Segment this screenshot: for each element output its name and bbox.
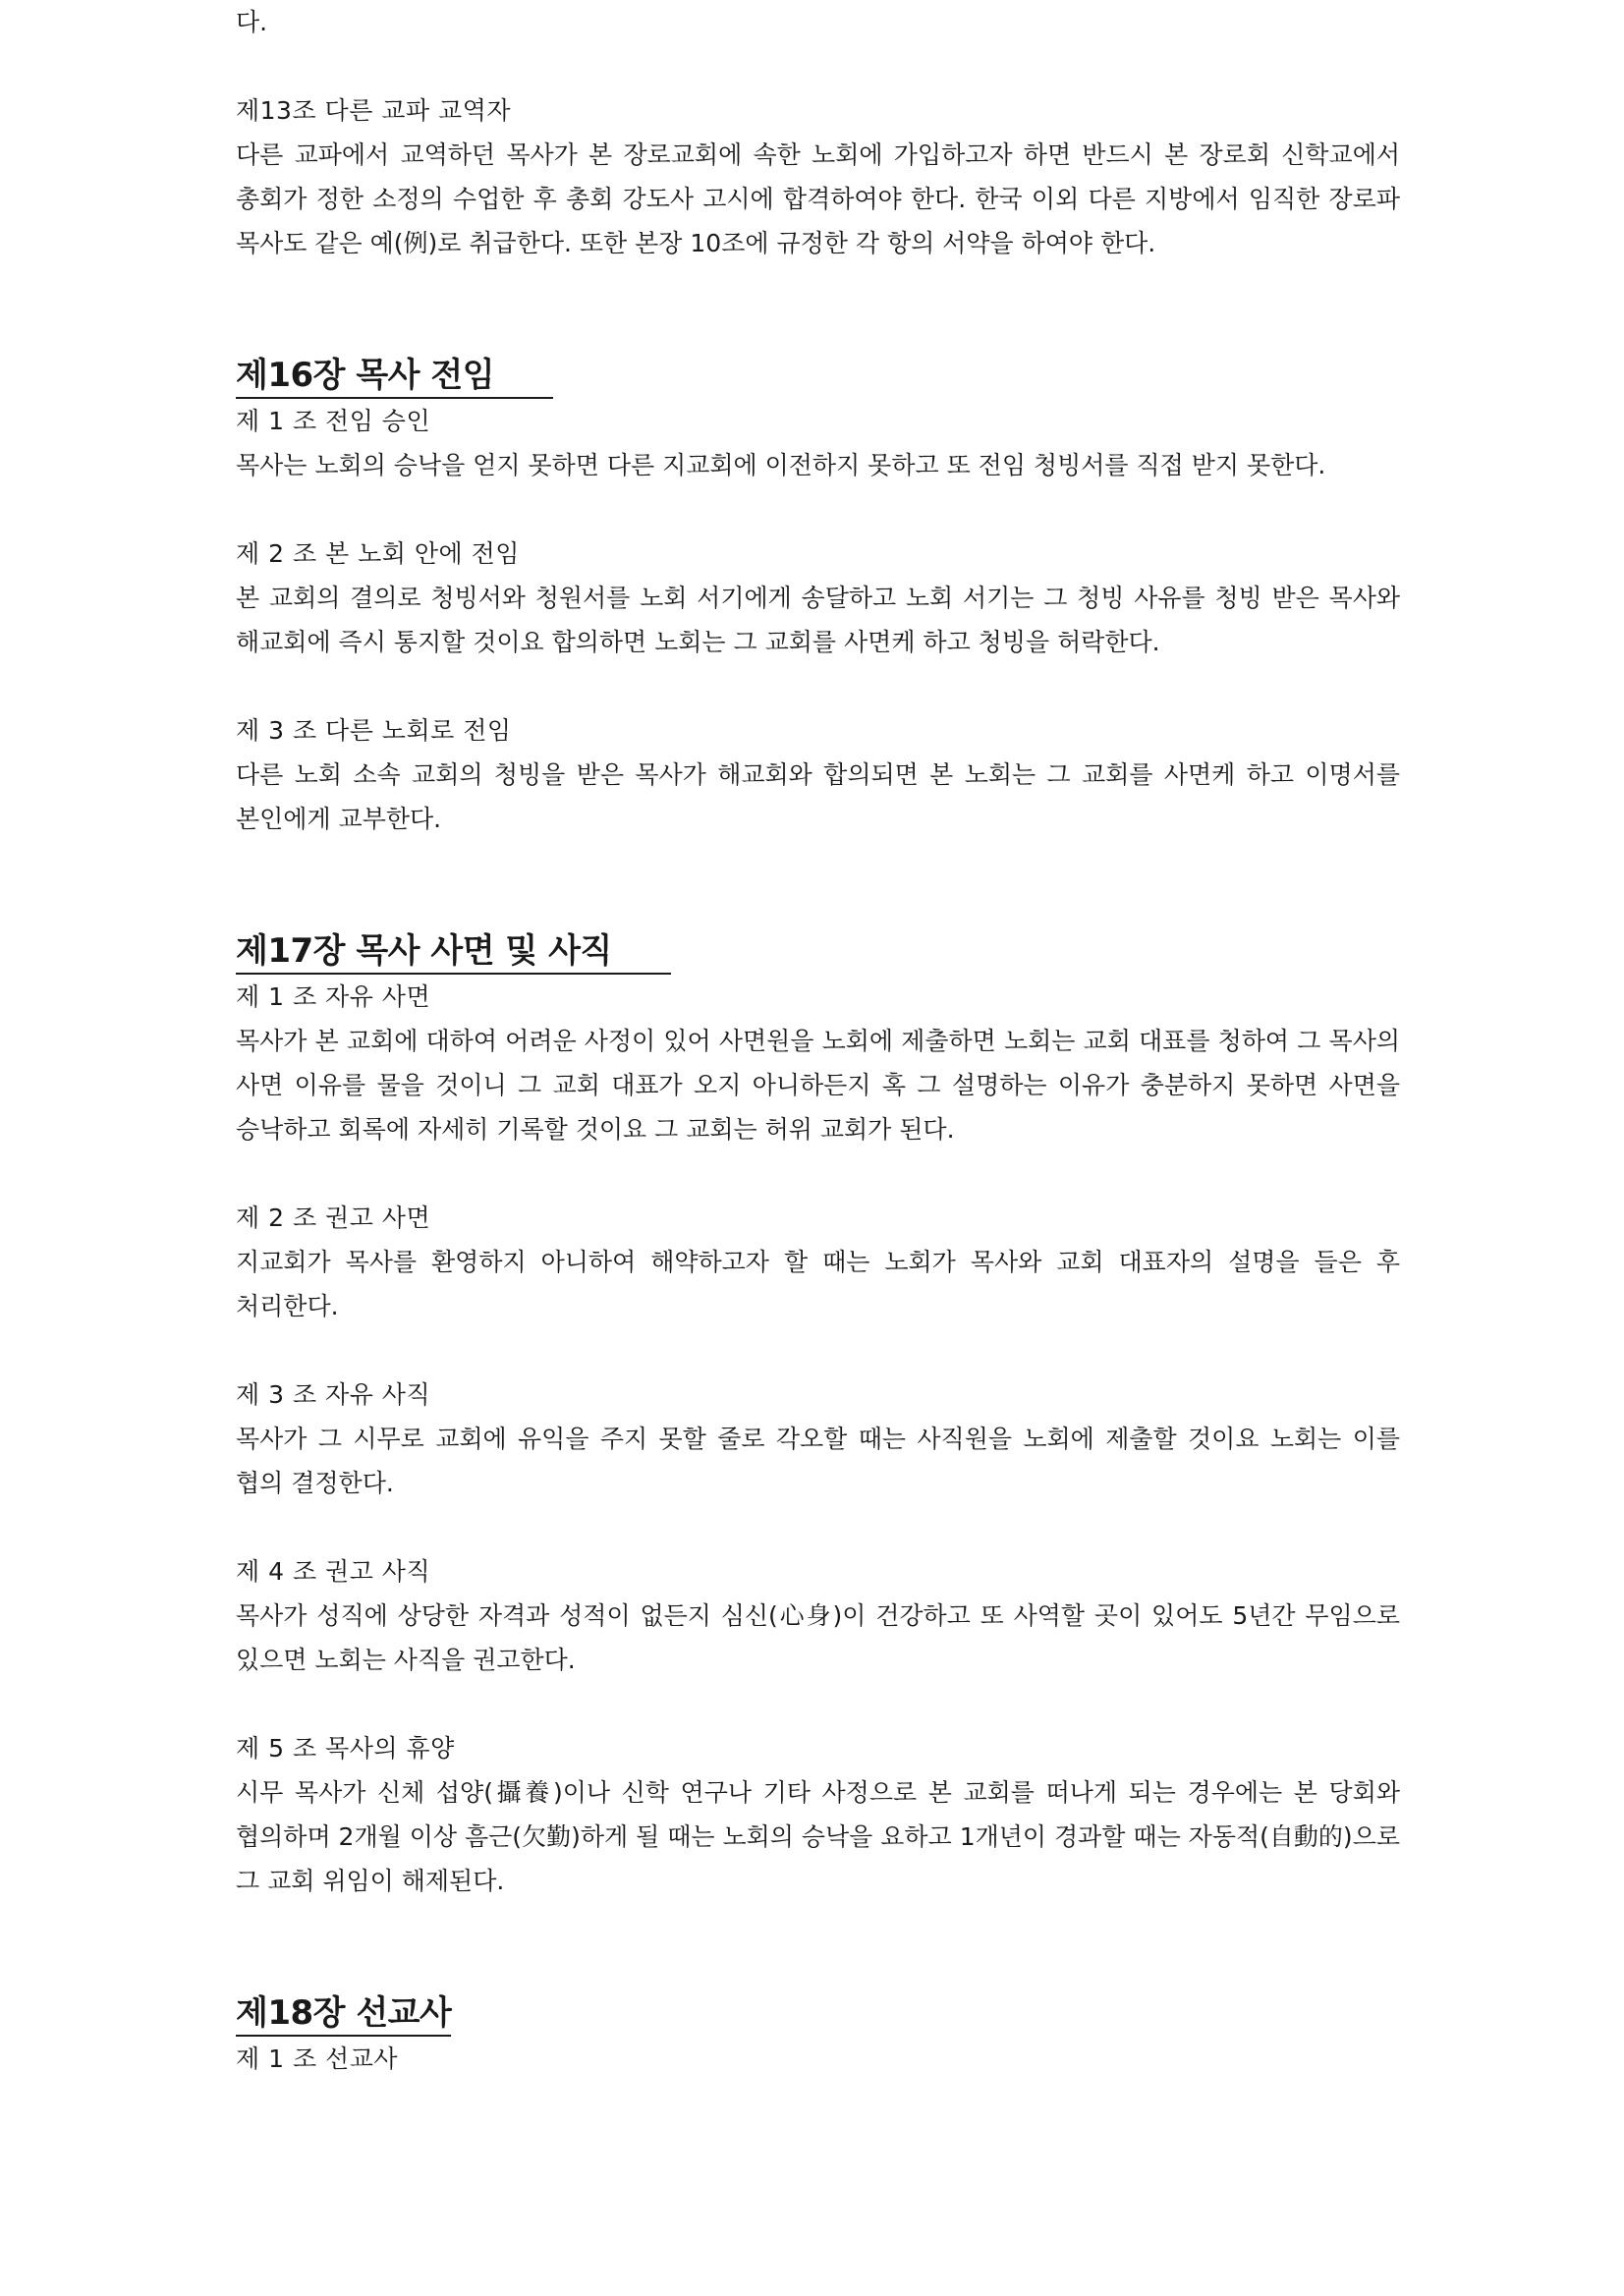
- chapter-16-article-1: [236, 399, 1400, 487]
- chapter-16-article-3: [236, 708, 1400, 841]
- article-title: 제 1 조 전임 승인: [236, 407, 431, 435]
- article-title: 제 4 조 권고 사직: [236, 1557, 431, 1586]
- article-text: 지교회가 목사를 환영하지 아니하여 해약하고자 할 때는 노회가 목사와 교회 대표자의 설명을 들은 후 처리한다.: [236, 1248, 1400, 1320]
- chapter-17-article-2: [236, 1196, 1400, 1328]
- chapter-16: [236, 354, 1400, 841]
- chapter-17-article-5: [236, 1726, 1400, 1903]
- chapter-17-article-1: [236, 975, 1400, 1151]
- continued-text: 다.: [236, 8, 268, 36]
- document-page: [236, 0, 1400, 2081]
- chapter-17-article-3: [236, 1372, 1400, 1505]
- chapter-title: 제16장 목사 전임: [236, 354, 553, 399]
- article-title: 제 1 조 자유 사면: [236, 982, 431, 1011]
- article-text: 목사가 그 시무로 교회에 유익을 주지 못할 줄로 각오할 때는 사직원을 노회에 제출할 것이요 노회는 이를 협의 결정한다.: [236, 1425, 1400, 1497]
- article-title: 제13조 다른 교파 교역자: [236, 96, 512, 125]
- article-title: 제 2 조 본 노회 안에 전임: [236, 539, 520, 568]
- article-text: 목사는 노회의 승낙을 얻지 못하면 다른 지교회에 이전하지 못하고 또 전임 청빙서를 직접 받지 못한다.: [236, 451, 1326, 479]
- chapter-18: [236, 1991, 1400, 2081]
- article-text: 다른 노회 소속 교회의 청빙을 받은 목사가 해교회와 합의되면 본 노회는 그 교회를 사면케 하고 이명서를 본인에게 교부한다.: [236, 760, 1400, 833]
- article-text: 목사가 본 교회에 대하여 어려운 사정이 있어 사면원을 노회에 제출하면 노회는 교회 대표를 청하여 그 목사의 사면 이유를 물을 것이니 그 교회 대표가 오지 아니하든지 혹 그 설명하는 이유가 충분하지 못하면 사면을 승낙하고 회록에 자세히 기록할 것이요 그 교회는 허위 교회가 된다.: [236, 1027, 1400, 1144]
- article-text: 목사가 성직에 상당한 자격과 성적이 없든지 심신(心身)이 건강하고 또 사역할 곳이 있어도 5년간 무임으로 있으면 노회는 사직을 권고한다.: [236, 1601, 1400, 1674]
- article-title: 제 3 조 자유 사직: [236, 1380, 431, 1409]
- chapter-title: 제17장 목사 사면 및 사직: [236, 929, 671, 975]
- chapter-17-article-4: [236, 1549, 1400, 1682]
- article-title: 제 2 조 권고 사면: [236, 1204, 431, 1232]
- chapter-17: [236, 929, 1400, 1903]
- chapter-18-article-1: [236, 2037, 1400, 2081]
- article-text: 다른 교파에서 교역하던 목사가 본 장로교회에 속한 노회에 가입하고자 하면 반드시 본 장로회 신학교에서 총회가 정한 소정의 수업한 후 총회 강도사 고시에 합격하여야 한다. 한국 이외 다른 지방에서 임직한 장로파 목사도 같은 예(例)로 취급한다. 또한 본장 10조에 규정한 각 항의 서약을 하여야 한다.: [236, 140, 1400, 257]
- article-title: 제 5 조 목사의 휴양: [236, 1734, 455, 1763]
- article-title: 제 3 조 다른 노회로 전임: [236, 716, 512, 745]
- chapter-title: 제18장 선교사: [236, 1991, 451, 2037]
- article-13: [236, 88, 1400, 265]
- article-title: 제 1 조 선교사: [236, 2044, 398, 2073]
- chapter-16-article-2: [236, 532, 1400, 664]
- article-text: 시무 목사가 신체 섭양(攝養)이나 신학 연구나 기타 사정으로 본 교회를 떠나게 되는 경우에는 본 당회와 협의하며 2개월 이상 흠근(欠勤)하게 될 때는 노회의 승낙을 요하고 1개년이 경과할 때는 자동적(自動的)으로 그 교회 위임이 해제된다.: [236, 1778, 1400, 1895]
- article-text: 본 교회의 결의로 청빙서와 청원서를 노회 서기에게 송달하고 노회 서기는 그 청빙 사유를 청빙 받은 목사와 해교회에 즉시 통지할 것이요 합의하면 노회는 그 교회를 사면케 하고 청빙을 허락한다.: [236, 584, 1400, 656]
